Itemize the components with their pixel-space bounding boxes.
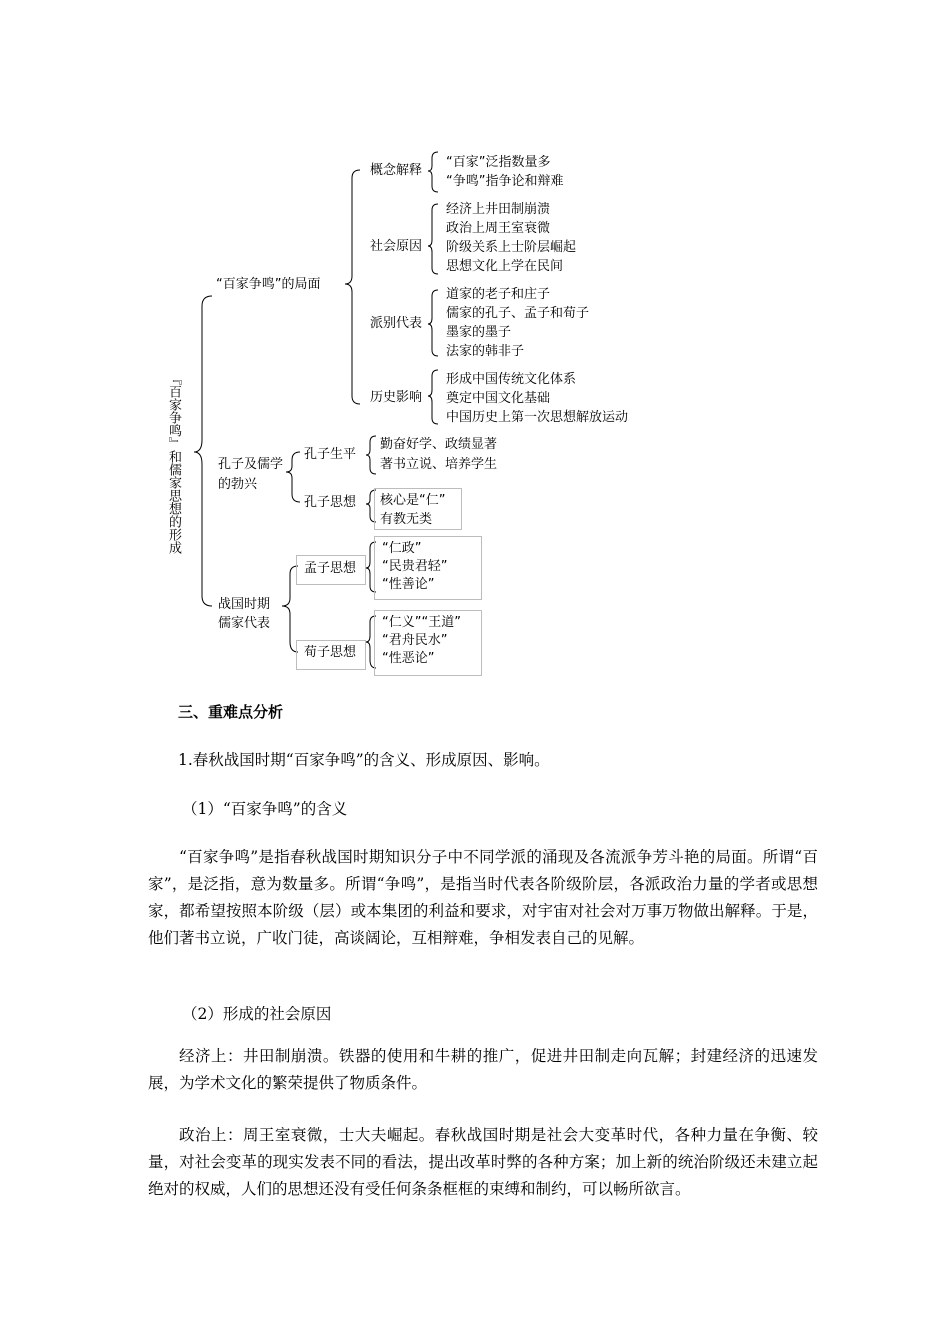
section-title: 三、重难点分析: [178, 703, 284, 721]
b1c1-item: “百家”泛指数量多: [446, 155, 551, 170]
b1c2-item: 思想文化上学在民间: [446, 259, 564, 274]
c1-brace: [428, 152, 438, 192]
b1c2-item: 经济上井田制崩溃: [446, 202, 551, 217]
b2c1-item: 著书立说、培养学生: [380, 457, 498, 472]
b3c1-item: “仁政”: [382, 541, 422, 556]
b1c2-item: 政治上周王室衰微: [446, 221, 551, 236]
b2-label-line2: 的勃兴: [218, 477, 258, 492]
diagram-title: 『百家争鸣』和儒家思想的形成: [166, 372, 181, 554]
question-heading: 1.春秋战国时期“百家争鸣”的含义、形成原因、影响。: [178, 751, 550, 769]
b1c3-item: 儒家的孔子、孟子和荀子: [446, 306, 590, 321]
b1-brace: [345, 170, 360, 404]
b2c2-label: 孔子思想: [304, 495, 357, 510]
b3c1-item: “性善论”: [382, 577, 435, 592]
b1c2-item: 阶级关系上士阶层崛起: [446, 240, 577, 255]
b1c3-label: 派别代表: [370, 316, 423, 331]
b3c2-item: “君舟民水”: [382, 633, 448, 648]
b3-label-line2: 儒家代表: [218, 616, 271, 631]
b3c2-item: “仁义”“王道”: [382, 615, 461, 630]
b2c2-item: 有教无类: [380, 512, 433, 527]
b1c4-item: 奠定中国文化基础: [446, 391, 551, 406]
b1c2-label: 社会原因: [370, 239, 423, 254]
c4-brace: [428, 370, 438, 424]
c2-brace: [428, 204, 438, 274]
b1c3-item: 道家的老子和庄子: [446, 287, 551, 302]
subheading-meaning: （1）“百家争鸣”的含义: [182, 800, 348, 818]
b2-label-line1: 孔子及儒学: [218, 457, 284, 472]
b1c1-label: 概念解释: [370, 163, 423, 178]
b3c2-item: “性恶论”: [382, 651, 435, 666]
b2c2-item: 核心是“仁”: [380, 493, 446, 508]
b2c1-brace: [366, 436, 376, 474]
b1c3-item: 法家的韩非子: [446, 344, 525, 359]
b2-brace: [286, 452, 300, 502]
subheading-causes: （2）形成的社会原因: [182, 1005, 332, 1023]
paragraph-economy: 经济上：井田制崩溃。铁器的使用和牛耕的推广，促进井田制走向瓦解；封建经济的迅速发展，为学术文化的繁荣提供了物质条件。: [148, 1047, 818, 1092]
b1c4-item: 中国历史上第一次思想解放运动: [446, 410, 629, 425]
c3-brace: [428, 290, 438, 356]
b3c1-label: 孟子思想: [304, 561, 357, 576]
b3c2-label: 荀子思想: [304, 645, 357, 660]
b1c3-item: 墨家的墨子: [446, 325, 512, 340]
b1c4-label: 历史影响: [370, 390, 423, 405]
paragraph-meaning: “百家争鸣”是指春秋战国时期知识分子中不同学派的涌现及各流派争芳斗艳的局面。所谓“百家”，是泛指，意为数量多。所谓“争鸣”，是指当时代表各阶级阶层，各派政治力量的学者或思想家，都希望按照本阶级（层）或本集团的利益和要求，对宇宙对社会对万事万物做出解释。于是，他们著书立说，广收门徒，高谈阔论，互相辩难，争相发表自己的见解。: [148, 848, 818, 947]
paragraph-politics: 政治上：周王室衰微，士大夫崛起。春秋战国时期是社会大变革时代，各种力量在争衡、较量，对社会变革的现实发表不同的看法，提出改革时弊的各种方案；加上新的统治阶级还未建立起绝对的权威，人们的思想还没有受任何条条框框的束缚和制约，可以畅所欲言。: [148, 1126, 818, 1198]
b1-label: “百家争鸣”的局面: [216, 277, 321, 292]
main-brace: [194, 296, 212, 606]
b2c1-item: 勤奋好学、政绩显著: [380, 437, 498, 452]
b2c1-label: 孔子生平: [304, 447, 357, 462]
b1c1-item: “争鸣”指争论和辩难: [446, 174, 564, 189]
b1c4-item: 形成中国传统文化体系: [446, 372, 577, 387]
b3-label-line1: 战国时期: [218, 597, 271, 612]
b3c1-item: “民贵君轻”: [382, 559, 448, 574]
